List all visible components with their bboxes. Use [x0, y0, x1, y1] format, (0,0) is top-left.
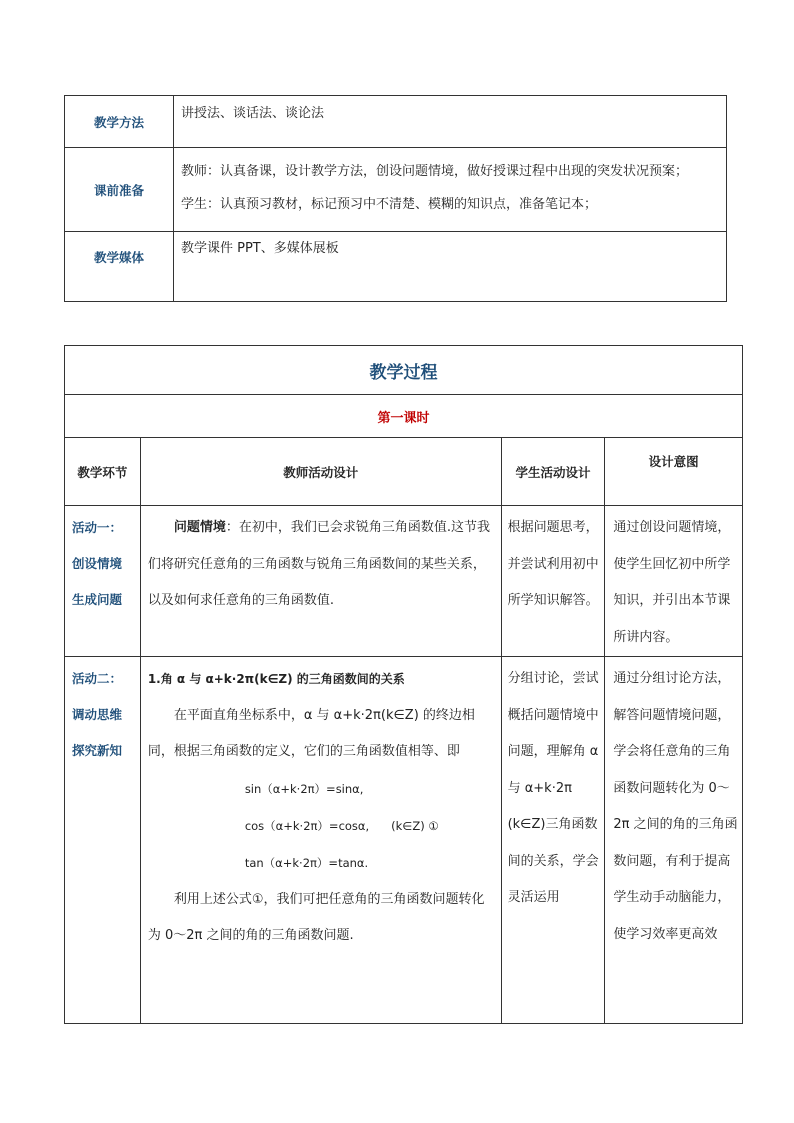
activity2-para2: 利用上述公式①，我们可把任意角的三角函数问题转化为 0～2π 之间的角的三角函数问题.	[147, 891, 485, 943]
activity1-stage-line3: 生成问题	[72, 592, 123, 607]
method-value: 讲授法、谈话法、谈论法	[174, 96, 727, 148]
activity2-stage	[65, 657, 141, 1024]
activity2-para1: 在平面直角坐标系中，α 与 α+k·2π(k∈Z) 的终边相同，根据三角函数的定义，它们的三角函数值相等、即	[147, 707, 475, 759]
formula-tan: tan（α+k·2π）=tanα.	[244, 855, 369, 870]
header-intent: 设计意图	[605, 438, 743, 506]
activity2-stage-line1: 活动二：	[72, 671, 123, 686]
activity2-heading: 1.角 α 与 α+k·2π(k∈Z) 的三角函数间的关系	[147, 672, 405, 686]
activity1-stage-line2: 创设情境	[72, 556, 123, 571]
prep-student: 学生：认真预习教材，标记预习中不清楚、模糊的知识点，准备笔记本；	[181, 197, 598, 212]
prep-label: 课前准备	[65, 148, 174, 232]
media-label: 教学媒体	[65, 232, 174, 302]
process-table	[64, 345, 743, 1024]
media-value: 教学课件 PPT、多媒体展板	[174, 232, 727, 302]
activity2-row	[65, 657, 743, 1024]
activity1-teacher-lead: 问题情境	[173, 520, 226, 535]
activity1-teacher-text: ：在初中，我们已会求锐角三角函数值.这节我们将研究任意角的三角函数与锐角三角函数间的某些关系，以及如何求任意角的三角函数值.	[147, 520, 490, 608]
header-student: 学生活动设计	[501, 438, 605, 506]
activity1-row	[65, 506, 743, 657]
activity1-student: 根据问题思考，并尝试利用初中所学知识解答。	[501, 506, 605, 657]
activity1-teacher	[140, 506, 501, 657]
process-title: 教学过程	[65, 346, 743, 395]
activity2-student: 分组讨论，尝试概括问题情境中问题，理解角 α 与 α+k·2π (k∈Z)三角函数间的关系，学会灵活运用	[501, 657, 605, 1024]
activity2-intent: 通过分组讨论方法，解答问题情境问题，学会将任意角的三角函数问题转化为 0～2π 之间的角的三角函数问题，有利于提高学生动手动脑能力，使学习效率更高效	[605, 657, 743, 1024]
activity1-intent: 通过创设问题情境，使学生回忆初中所学知识，并引出本节课所讲内容。	[605, 506, 743, 657]
method-label: 教学方法	[65, 96, 174, 148]
activity2-teacher	[140, 657, 501, 1024]
activity1-stage-line1: 活动一：	[72, 520, 123, 535]
header-teacher: 教师活动设计	[140, 438, 501, 506]
activity2-stage-line2: 调动思维	[72, 707, 123, 722]
activity1-stage	[65, 506, 141, 657]
info-table	[64, 95, 727, 302]
lesson-label: 第一课时	[65, 395, 743, 438]
prep-teacher: 教师：认真备课，设计教学方法，创设问题情境，做好授课过程中出现的突发状况预案；	[181, 164, 689, 179]
header-stage: 教学环节	[65, 438, 141, 506]
formula-cos-line	[148, 808, 495, 845]
formula-sin: sin（α+k·2π）=sinα,	[244, 781, 364, 796]
formula-cond: (k∈Z) ①	[391, 818, 439, 833]
activity2-stage-line3: 探究新知	[72, 743, 123, 758]
formula-cos: cos（α+k·2π）=cosα,	[244, 818, 370, 833]
